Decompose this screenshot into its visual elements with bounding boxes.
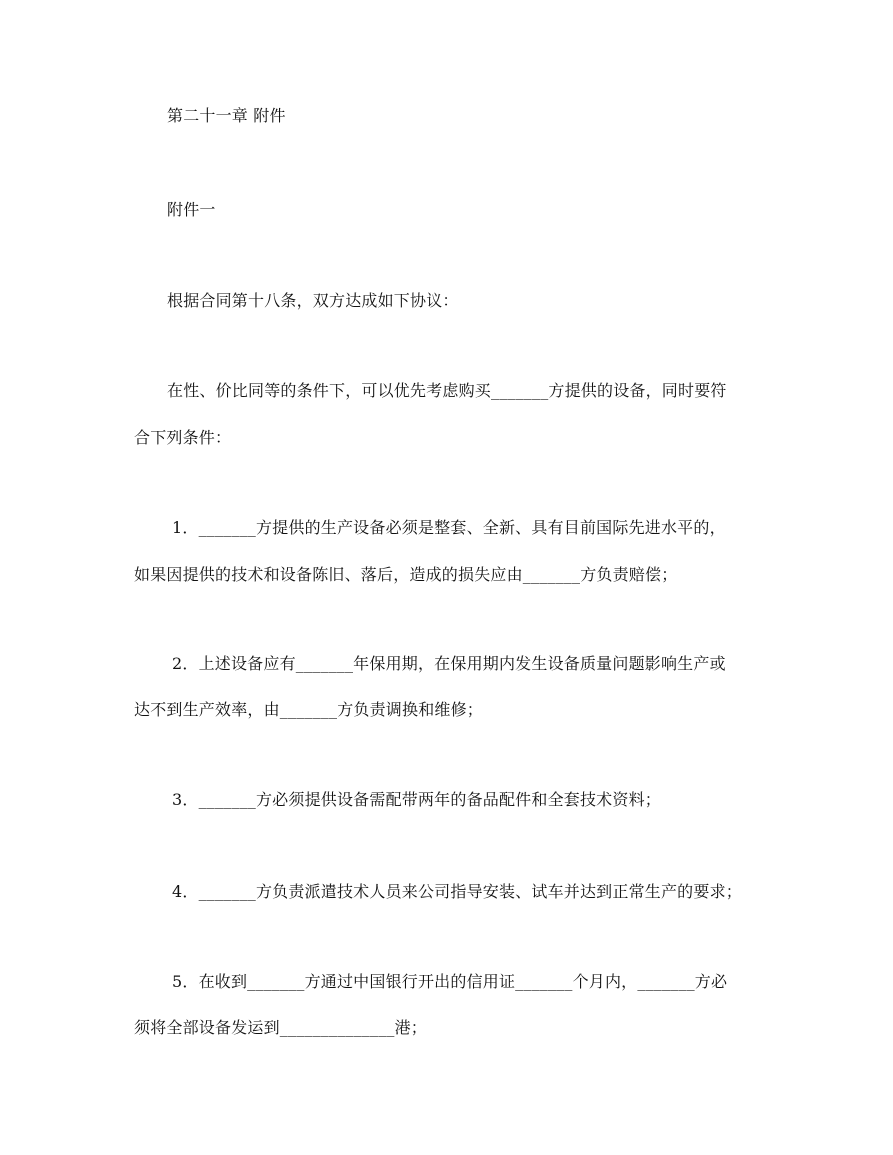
main-paragraph-line-1: 在性、价比同等的条件下，可以优先考虑购买_______方提供的设备，同时要符 [167, 381, 727, 400]
intro-paragraph: 根据合同第十八条，双方达成如下协议： [167, 291, 459, 310]
item-2-line-2: 达不到生产效率，由_______方负责调换和维修； [134, 700, 484, 719]
item-5-line-1: 5．在收到_______方通过中国银行开出的信用证_______个月内，_______方必 [172, 972, 728, 991]
chapter-heading: 第二十一章 附件 [167, 106, 286, 125]
item-2-line-1: 2．上述设备应有_______年保用期，在保用期内发生设备质量问题影响生产或 [172, 654, 726, 673]
item-1-line-2: 如果因提供的技术和设备陈旧、落后，造成的损失应由_______方负责赔偿； [134, 565, 678, 584]
item-3: 3．_______方必须提供设备需配带两年的备品配件和全套技术资料； [172, 790, 661, 809]
item-5-line-2: 须将全部设备发运到______________港； [134, 1018, 428, 1037]
annex-title: 附件一 [167, 200, 216, 219]
item-4: 4．_______方负责派遣技术人员来公司指导安装、试车并达到正常生产的要求； [172, 882, 742, 901]
main-paragraph-line-2: 合下列条件： [134, 428, 232, 447]
item-1-line-1: 1．_______方提供的生产设备必须是整套、全新、具有目前国际先进水平的， [172, 518, 726, 537]
